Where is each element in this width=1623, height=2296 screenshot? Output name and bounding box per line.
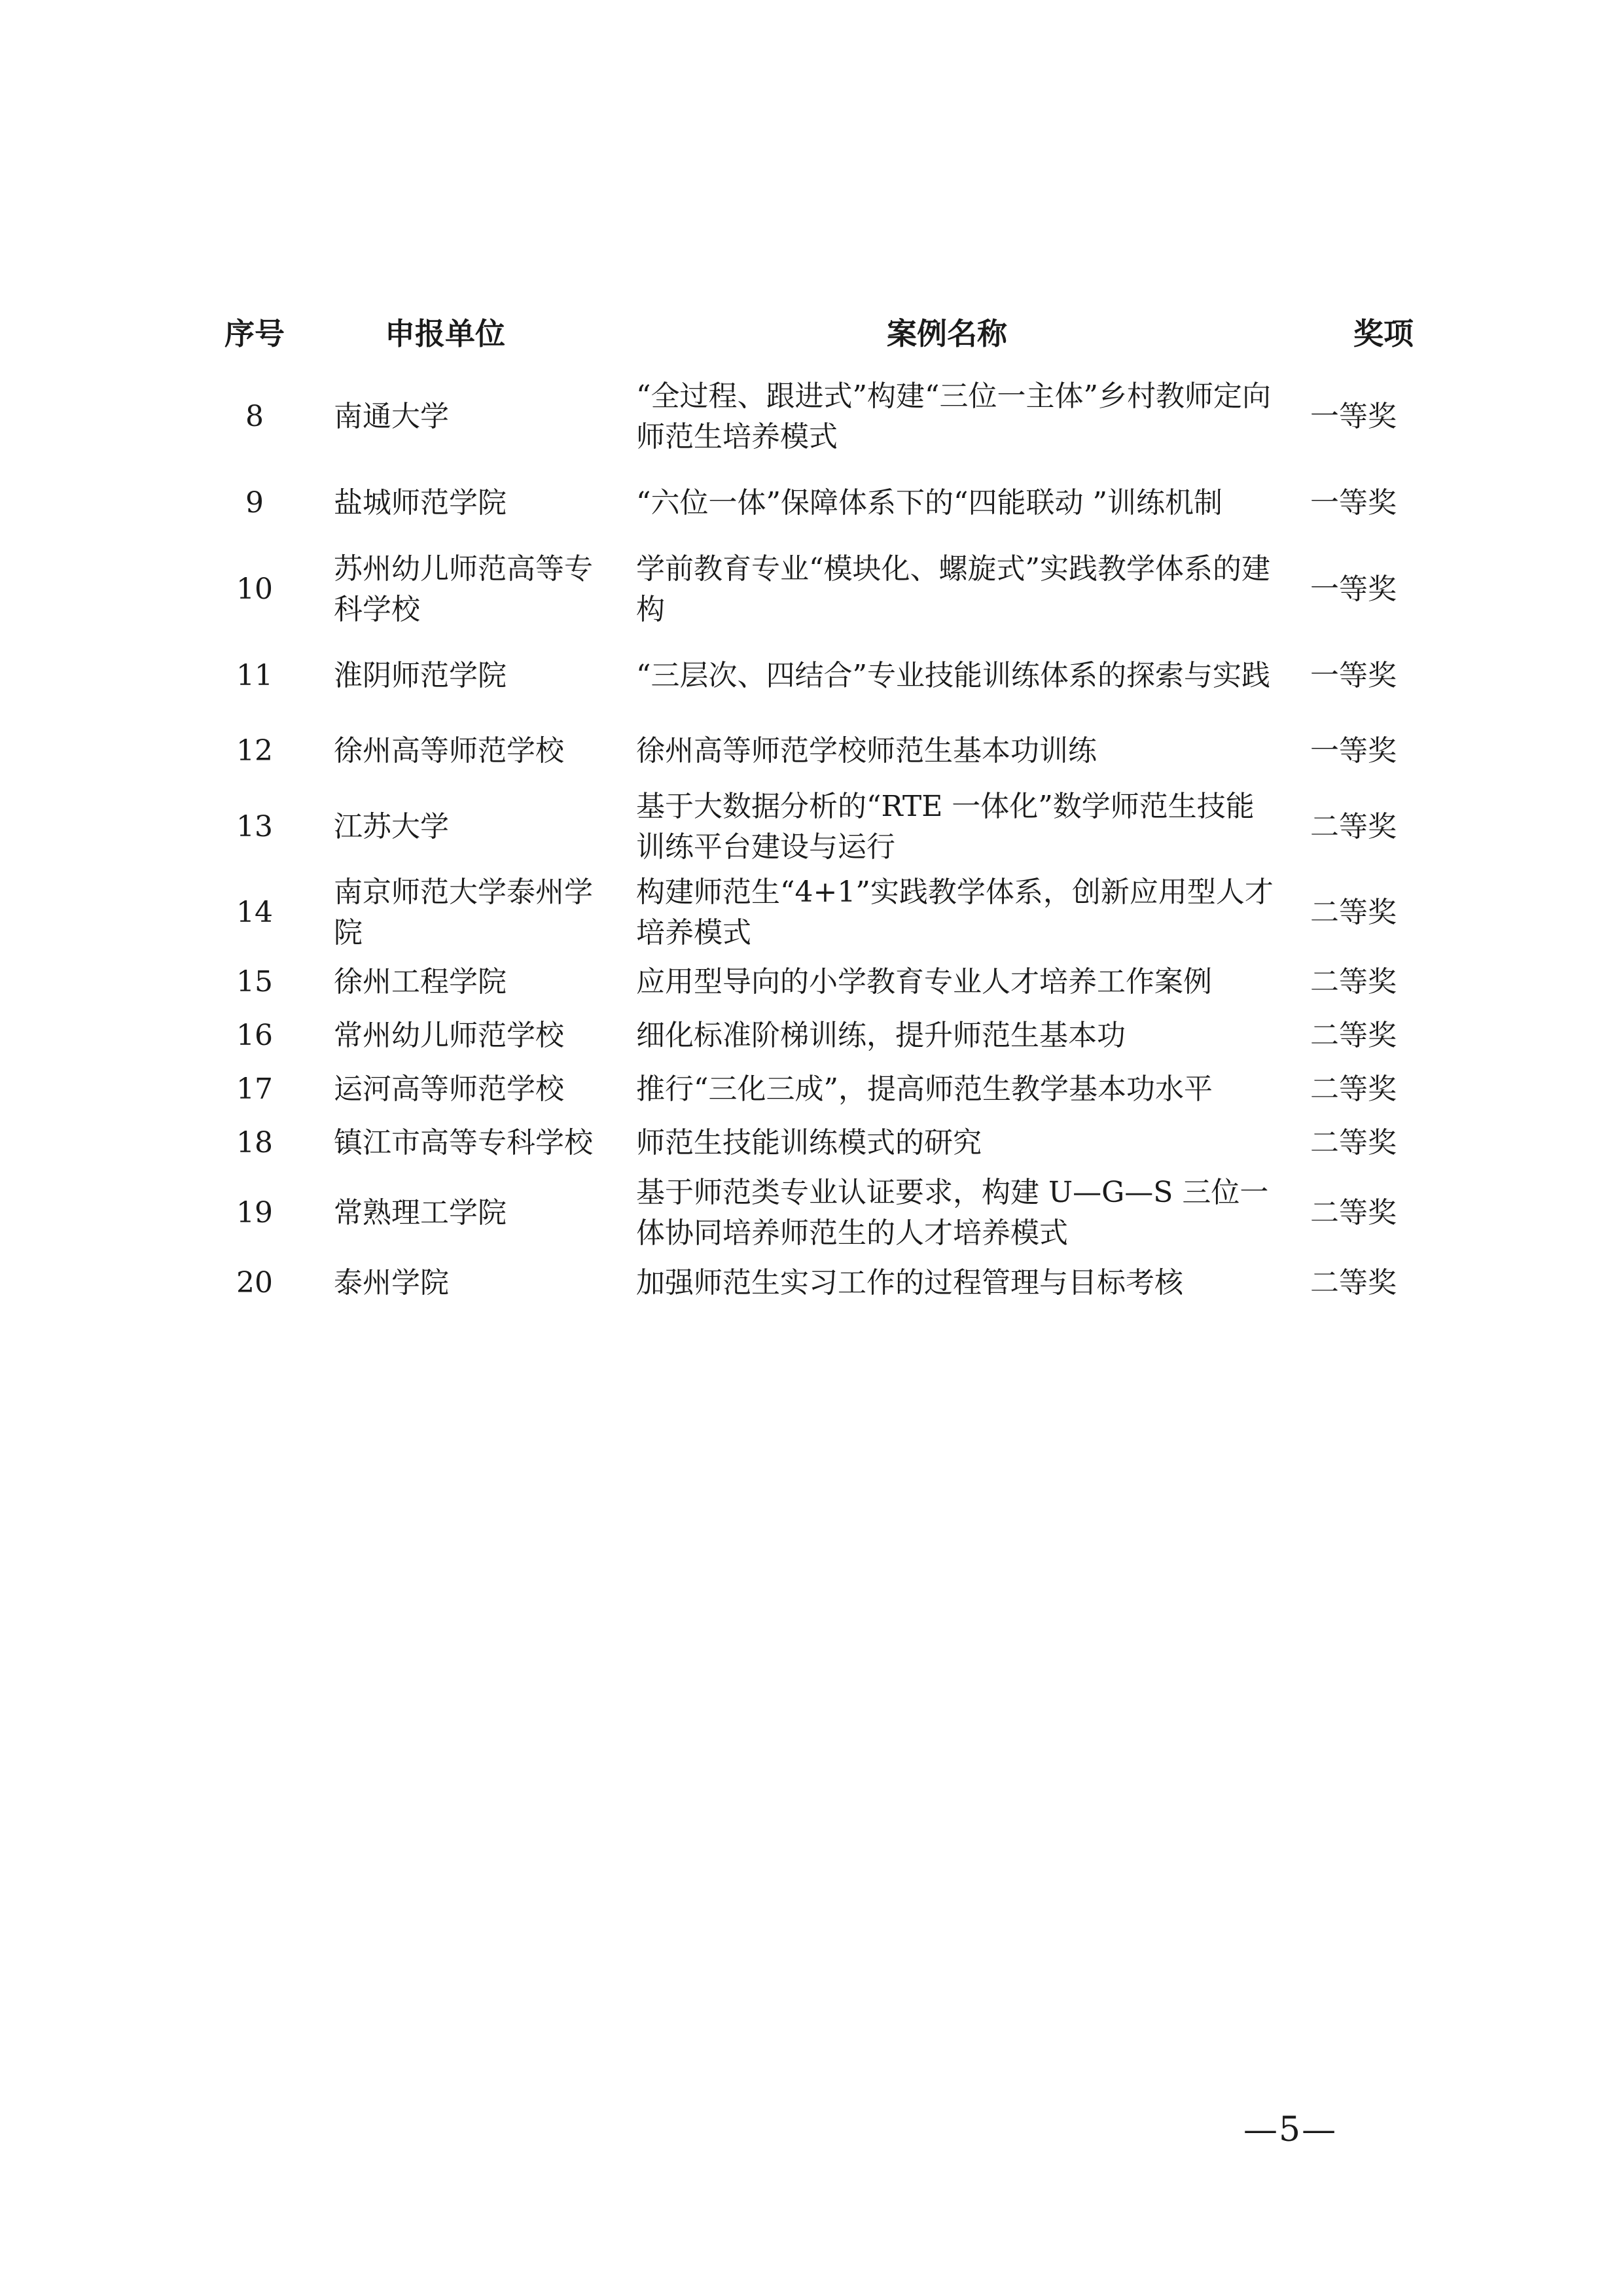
table-row xyxy=(208,1009,1425,1063)
row-award: 一等奖 xyxy=(1310,486,1397,520)
row-case: 应用型导向的小学教育专业人才培养工作案例 xyxy=(636,965,1212,998)
row-case: 学前教育专业“模块化、螺旋式”实践教学体系的建构 xyxy=(636,552,1270,626)
row-no: 13 xyxy=(236,810,273,843)
row-case: 细化标准阶梯训练，提升师范生基本功 xyxy=(636,1019,1126,1052)
row-unit: 常熟理工学院 xyxy=(334,1196,507,1229)
table-row xyxy=(208,784,1425,870)
table-row xyxy=(208,870,1425,955)
row-no: 10 xyxy=(236,573,273,606)
row-no: 20 xyxy=(236,1266,273,1299)
row-award: 二等奖 xyxy=(1310,965,1397,998)
row-no: 9 xyxy=(245,486,264,520)
header-unit: 申报单位 xyxy=(385,316,505,351)
row-case: 师范生技能训练模式的研究 xyxy=(636,1126,982,1159)
table-row xyxy=(208,461,1425,546)
row-unit: 南通大学 xyxy=(334,400,449,433)
row-award: 二等奖 xyxy=(1310,1019,1397,1052)
header-case: 案例名称 xyxy=(887,316,1007,351)
table-header xyxy=(208,294,1425,373)
row-no: 18 xyxy=(236,1126,273,1159)
row-case: 徐州高等师范学校师范生基本功训练 xyxy=(636,734,1097,768)
row-no: 15 xyxy=(236,965,273,998)
row-no: 19 xyxy=(236,1196,273,1229)
row-case: 推行“三化三成”，提高师范生教学基本功水平 xyxy=(636,1072,1213,1106)
row-unit: 徐州高等师范学校 xyxy=(334,734,564,768)
row-no: 12 xyxy=(236,734,273,768)
row-no: 11 xyxy=(236,659,273,692)
row-award: 一等奖 xyxy=(1310,400,1397,433)
table-row xyxy=(208,955,1425,1009)
row-no: 8 xyxy=(245,400,264,433)
table-row xyxy=(208,633,1425,718)
row-award: 二等奖 xyxy=(1310,1072,1397,1106)
row-award: 二等奖 xyxy=(1310,1266,1397,1299)
row-unit: 常州幼儿师范学校 xyxy=(334,1019,564,1052)
row-unit: 盐城师范学院 xyxy=(334,486,507,520)
row-no: 14 xyxy=(236,896,273,929)
row-unit: 徐州工程学院 xyxy=(334,965,507,998)
row-case: 加强师范生实习工作的过程管理与目标考核 xyxy=(636,1266,1183,1299)
table-row xyxy=(208,373,1425,461)
row-award: 一等奖 xyxy=(1310,734,1397,768)
row-case: “全过程、跟进式”构建“三位一主体”乡村教师定向师范生培养模式 xyxy=(636,380,1271,453)
page-number: —5— xyxy=(1243,2110,1338,2149)
row-no: 17 xyxy=(236,1072,273,1106)
row-case: 基于师范类专业认证要求，构建 U—G—S 三位一体协同培养师范生的人才培养模式 xyxy=(636,1176,1269,1250)
table-row xyxy=(208,1063,1425,1116)
header-no: 序号 xyxy=(224,316,285,351)
row-unit: 淮阴师范学院 xyxy=(334,659,507,692)
award-table xyxy=(208,294,1425,1310)
row-award: 二等奖 xyxy=(1310,896,1397,929)
row-case: “六位一体”保障体系下的“四能联动 ”训练机制 xyxy=(636,486,1222,520)
row-unit: 镇江市高等专科学校 xyxy=(334,1126,593,1159)
row-unit: 江苏大学 xyxy=(334,810,449,843)
row-award: 一等奖 xyxy=(1310,573,1397,606)
row-unit: 苏州幼儿师范高等专科学校 xyxy=(334,552,593,626)
table-row xyxy=(208,546,1425,633)
row-unit: 南京师范大学泰州学院 xyxy=(334,875,593,949)
table-row xyxy=(208,1116,1425,1170)
row-award: 二等奖 xyxy=(1310,1196,1397,1229)
table-row xyxy=(208,1170,1425,1256)
row-award: 二等奖 xyxy=(1310,810,1397,843)
row-unit: 运河高等师范学校 xyxy=(334,1072,564,1106)
row-award: 一等奖 xyxy=(1310,659,1397,692)
row-case: “三层次、四结合”专业技能训练体系的探索与实践 xyxy=(636,659,1270,692)
row-unit: 泰州学院 xyxy=(334,1266,449,1299)
row-award: 二等奖 xyxy=(1310,1126,1397,1159)
table-row xyxy=(208,718,1425,784)
row-case: 构建师范生“4+1”实践教学体系，创新应用型人才培养模式 xyxy=(636,875,1274,949)
table-row xyxy=(208,1256,1425,1310)
header-award: 奖项 xyxy=(1353,316,1414,351)
row-case: 基于大数据分析的“RTE 一体化”数学师范生技能训练平台建设与运行 xyxy=(636,790,1255,864)
row-no: 16 xyxy=(236,1019,273,1052)
